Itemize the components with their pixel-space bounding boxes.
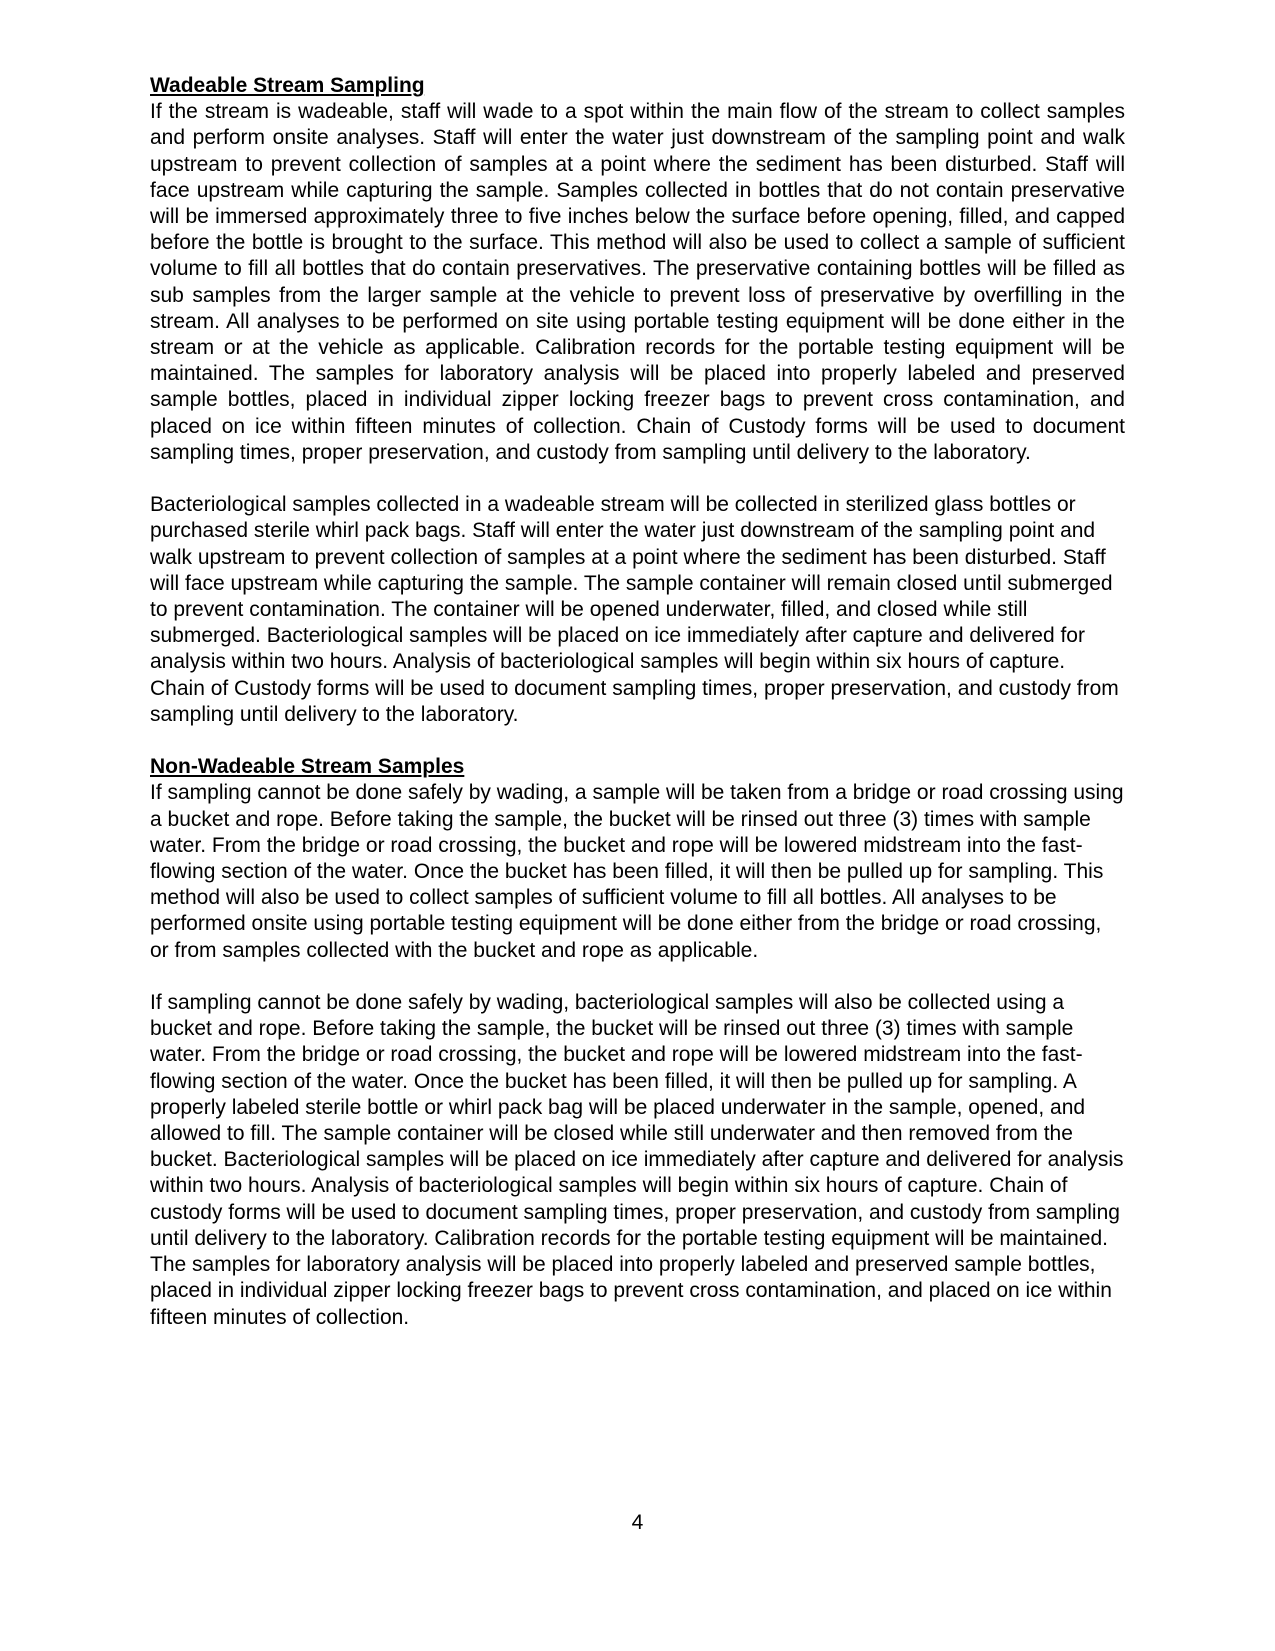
paragraph-wadeable-bacteriological: Bacteriological samples collected in a wadeable stream will be collected in sterilized glass bottles or purchased sterile whirl pack bags. Staff will enter the water just downstream of the sampling point and walk upstream to prevent collection of samples at a point where the sediment has been disturbed. Staff will face upstream while capturing the sample. The sample container will remain closed until submerged to prevent contamination. The container will be opened underwater, filled, and closed while still submerged. Bacteriological samples will be placed on ice immediately after capture and delivered for analysis within two hours. Analysis of bacteriological samples will begin within six hours of capture. Chain of Custody forms will be used to document sampling times, proper preservation, and custody from sampling until delivery to the laboratory. [150,493,1119,726]
paragraph-spacer [150,964,1125,990]
paragraph-non-wadeable-bacteriological: If sampling cannot be done safely by wading, bacteriological samples will also be collected using a bucket and rope. Before taking the sample, the bucket will be rinsed out three (3) times with sample water. From the bridge or road crossing, the bucket and rope will be lowered midstream into the fast-flowing section of the water. Once the bucket has been filled, it will then be pulled up for sampling. A properly labeled sterile bottle or whirl pack bag will be placed underwater in the sample, opened, and allowed to fill. The sample container will be closed while still underwater and then removed from the bucket. Bacteriological samples will be placed on ice immediately after capture and delivered for analysis within two hours. Analysis of bacteriological samples will begin within six hours of capture. Chain of custody forms will be used to document sampling times, proper preservation, and custody from sampling until delivery to the laboratory. Calibration records for the portable testing equipment will be maintained. The samples for laboratory analysis will be placed into properly labeled and preserved sample bottles, placed in individual zipper locking freezer bags to prevent cross contamination, and placed on ice within fifteen minutes of collection. [150,991,1124,1329]
paragraph-non-wadeable-general: If sampling cannot be done safely by wading, a sample will be taken from a bridge or road crossing using a bucket and rope. Before taking the sample, the bucket will be rinsed out three (3) times with sample water. From the bridge or road crossing, the bucket and rope will be lowered midstream into the fast-flowing section of the water. Once the bucket has been filled, it will then be pulled up for sampling. This method will also be used to collect samples of sufficient volume to fill all bottles. All analyses to be performed onsite using portable testing equipment will be done either from the bridge or road crossing, or from samples collected with the bucket and rope as applicable. [150,781,1124,962]
paragraph-spacer [150,728,1125,754]
section-heading-non-wadeable: Non-Wadeable Stream Samples [150,755,465,779]
paragraph-spacer [150,466,1125,492]
section-heading-wadeable: Wadeable Stream Sampling [150,74,425,97]
page-number: 4 [631,1511,644,1534]
document-body [150,73,1125,1331]
paragraph-wadeable-general: If the stream is wadeable, staff will wade to a spot within the main flow of the stream to collect samples and perform onsite analyses. Staff will enter the water just downstream of the sampling point and walk upstream to prevent collection of samples at a point where the sediment has been disturbed. Staff will face upstream while capturing the sample. Samples collected in bottles that do not contain preservative will be immersed approximately three to five inches below the surface before opening, filled, and capped before the bottle is brought to the surface. This method will also be used to collect a sample of sufficient volume to fill all bottles that do contain preservatives. The preservative containing bottles will be filled as sub samples from the larger sample at the vehicle to prevent loss of preservative by overfilling in the stream. All analyses to be performed on site using portable testing equipment will be done either in the stream or at the vehicle as applicable. Calibration records for the portable testing equipment will be maintained. The samples for laboratory analysis will be placed into properly labeled and preserved sample bottles, placed in individual zipper locking freezer bags to prevent cross contamination, and placed on ice within fifteen minutes of collection. Chain of Custody forms will be used to document sampling times, proper preservation, and custody from sampling until delivery to the laboratory. [150,100,1125,464]
